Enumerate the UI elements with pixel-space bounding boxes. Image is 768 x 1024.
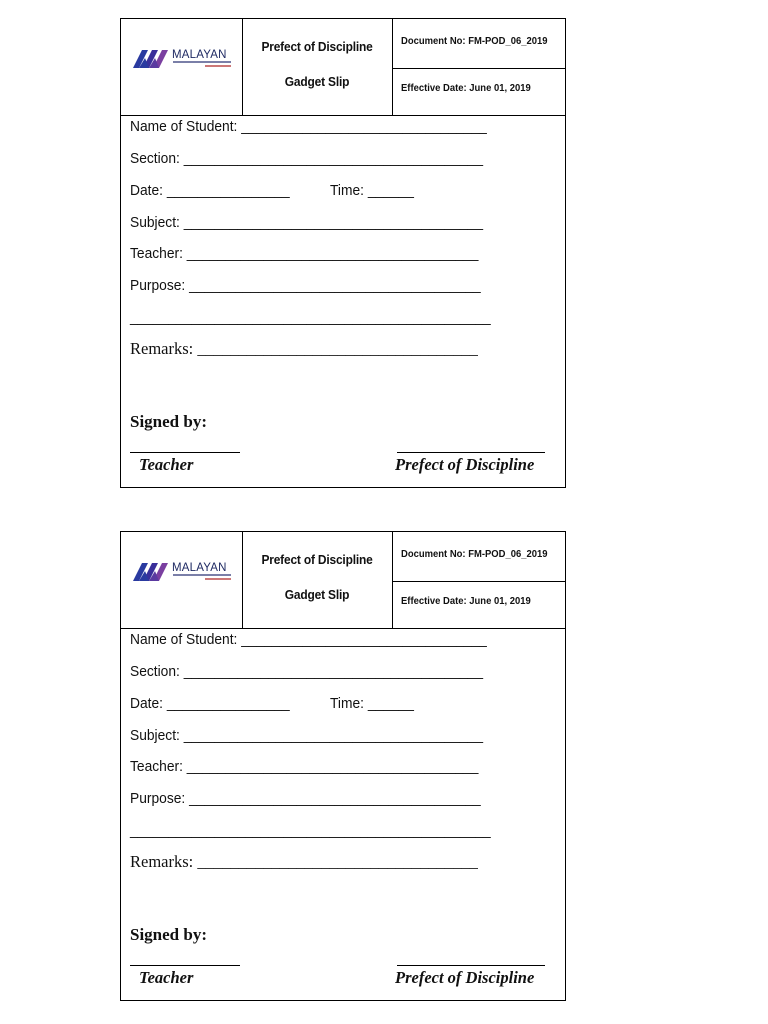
field-purpose: Purpose: ______________________________________ xyxy=(130,790,481,807)
prefect-signature-label: Prefect of Discipline xyxy=(395,455,535,474)
field-remarks: Remarks: __________________________________ xyxy=(130,852,478,871)
slip-header xyxy=(121,19,565,116)
title-cell xyxy=(242,532,393,628)
slip-header xyxy=(121,532,565,629)
field-subject: Subject: _______________________________________ xyxy=(130,727,484,744)
logo-subtext-line xyxy=(173,61,231,63)
teacher-signature-label: Teacher xyxy=(139,455,194,474)
malayan-logo xyxy=(133,561,233,583)
field-subject: Subject: _______________________________________ xyxy=(130,214,484,231)
logo-subtext-line-accent xyxy=(205,65,231,67)
teacher-signature-line xyxy=(130,452,240,453)
malayan-mark-icon xyxy=(133,50,169,68)
field-teacher: Teacher: ______________________________________ xyxy=(130,758,479,775)
field-teacher: Teacher: ______________________________________ xyxy=(130,245,479,262)
field-time: Time: ______ xyxy=(330,182,414,199)
signed-by-heading: Signed by: xyxy=(130,925,207,944)
prefect-signature-line xyxy=(397,965,545,966)
logo-cell xyxy=(121,19,243,115)
field-section: Section: _______________________________________ xyxy=(130,663,484,680)
malayan-logo xyxy=(133,48,233,70)
teacher-signature-label: Teacher xyxy=(139,968,194,987)
field-name-of-student: Name of Student: ________________________________ xyxy=(130,631,487,648)
field-purpose: Purpose: ______________________________________ xyxy=(130,277,481,294)
prefect-signature-line xyxy=(397,452,545,453)
logo-cell xyxy=(121,532,243,628)
logo-name: MALAYAN xyxy=(172,562,227,574)
logo-name: MALAYAN xyxy=(172,49,227,61)
field-time: Time: ______ xyxy=(330,695,414,712)
prefect-signature-label: Prefect of Discipline xyxy=(395,968,535,987)
field-remarks: Remarks: __________________________________ xyxy=(130,339,478,358)
field-purpose-continued: _______________________________________________ xyxy=(130,309,491,326)
gadget-slip-2 xyxy=(120,531,566,1001)
logo-subtext-line xyxy=(173,574,231,576)
form-subtitle: Gadget Slip xyxy=(284,587,350,602)
form-title: Prefect of Discipline xyxy=(261,552,373,567)
logo-subtext-line-accent xyxy=(205,578,231,580)
meta-cell xyxy=(392,19,565,115)
teacher-signature-line xyxy=(130,965,240,966)
document-number: Document No: FM-POD_06_2019 xyxy=(401,35,548,47)
effective-date: Effective Date: June 01, 2019 xyxy=(401,595,531,607)
field-name-of-student: Name of Student: ________________________________ xyxy=(130,118,487,135)
title-cell xyxy=(242,19,393,115)
signed-by-heading: Signed by: xyxy=(130,412,207,431)
form-subtitle: Gadget Slip xyxy=(284,74,350,89)
malayan-mark-icon xyxy=(133,563,169,581)
field-purpose-continued: _______________________________________________ xyxy=(130,822,491,839)
document-number: Document No: FM-POD_06_2019 xyxy=(401,548,548,560)
form-title: Prefect of Discipline xyxy=(261,39,373,54)
effective-date: Effective Date: June 01, 2019 xyxy=(401,82,531,94)
field-date: Date: ________________ xyxy=(130,695,290,712)
meta-cell xyxy=(392,532,565,628)
gadget-slip-1 xyxy=(120,18,566,488)
field-section: Section: _______________________________________ xyxy=(130,150,484,167)
field-date: Date: ________________ xyxy=(130,182,290,199)
